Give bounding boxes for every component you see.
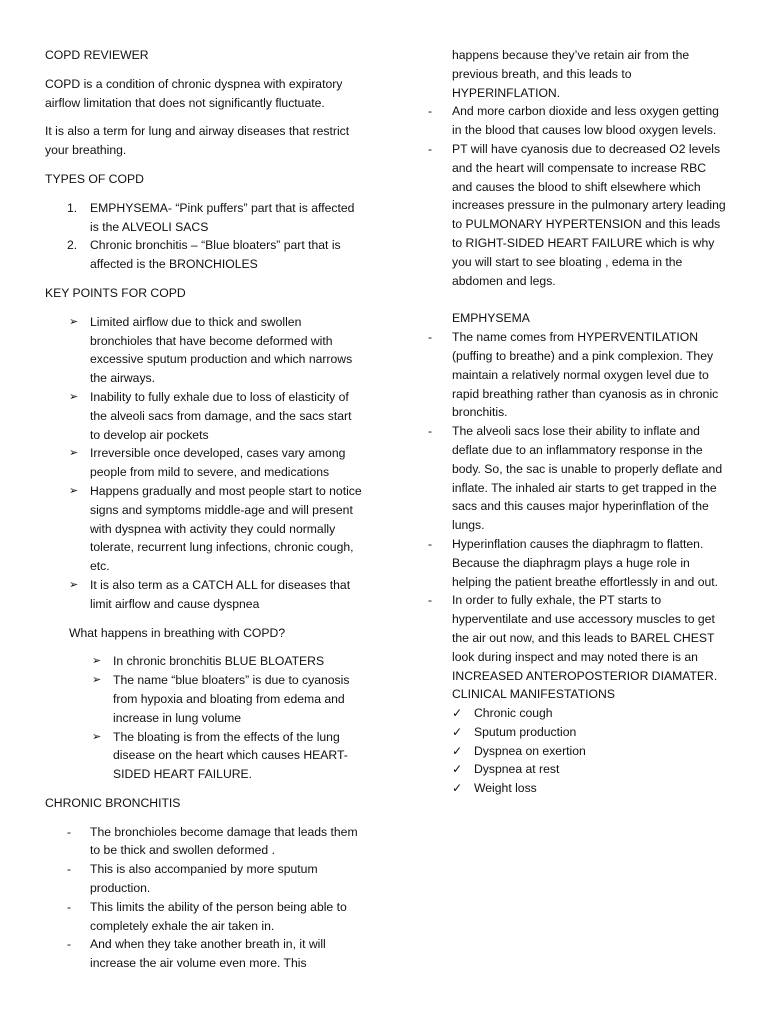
list-item bbox=[45, 860, 365, 898]
chronic-bronchitis-heading: CHRONIC BRONCHITIS bbox=[45, 795, 181, 810]
arrow-bullet-icon: ➢ bbox=[92, 674, 102, 687]
list-item-text: The alveoli sacs lose their ability to inflate and deflate due to an inflammatory response in the body. So, the sac is unable to properly deflate and inflate. The inhaled air starts to get trapped in the sacs and this causes major hyperinflation of the lungs. bbox=[452, 424, 723, 533]
list-item-text: And more carbon dioxide and less oxygen getting in the blood that causes low blood oxygen levels. bbox=[452, 104, 719, 138]
left-column bbox=[45, 46, 365, 973]
list-number: 2. bbox=[67, 238, 78, 253]
list-item bbox=[45, 935, 365, 973]
list-number: 1. bbox=[67, 200, 78, 215]
dash-bullet: - bbox=[428, 104, 433, 119]
list-item bbox=[45, 898, 365, 936]
list-item-text: This is also accompanied by more sputum production. bbox=[90, 862, 318, 896]
dash-bullet: - bbox=[67, 937, 72, 952]
list-item bbox=[45, 728, 365, 784]
list-item bbox=[428, 760, 728, 779]
list-item bbox=[428, 422, 728, 535]
list-item-text: Chronic cough bbox=[474, 706, 553, 721]
list-item-text: The name “blue bloaters” is due to cyanosis from hypoxia and bloating from edema and increase in lung volume bbox=[113, 673, 350, 725]
intro-paragraph: COPD is a condition of chronic dyspnea with expiratory airflow limitation that does not significantly fluctuate. bbox=[45, 76, 343, 110]
list-item-text: Chronic bronchitis – “Blue bloaters” part that is affected is the BRONCHIOLES bbox=[90, 238, 341, 272]
list-item-text: Weight loss bbox=[474, 781, 537, 796]
check-icon: ✓ bbox=[452, 781, 463, 796]
list-item bbox=[45, 671, 365, 727]
list-item bbox=[45, 236, 365, 274]
key-points-list bbox=[45, 313, 365, 614]
dash-bullet: - bbox=[428, 424, 433, 439]
list-item bbox=[45, 482, 365, 576]
list-item-text: Sputum production bbox=[474, 724, 577, 739]
arrow-bullet-icon: ➢ bbox=[92, 730, 102, 743]
list-item bbox=[428, 140, 728, 290]
list-item-text: This limits the ability of the person being able to completely exhale the air taken in. bbox=[90, 899, 347, 933]
list-item-text: Dyspnea on exertion bbox=[474, 743, 586, 758]
dash-bullet: - bbox=[67, 899, 72, 914]
list-item-text: And when they take another breath in, it will increase the air volume even more. This bbox=[90, 937, 326, 971]
dash-bullet: - bbox=[428, 330, 433, 345]
emphysema-heading: EMPHYSEMA bbox=[452, 311, 530, 326]
list-item bbox=[45, 444, 365, 482]
check-icon: ✓ bbox=[452, 762, 463, 777]
key-points-heading: KEY POINTS FOR COPD bbox=[45, 285, 186, 300]
dash-bullet: - bbox=[67, 824, 72, 839]
list-item-text: The bronchioles become damage that leads them to be thick and swollen deformed . bbox=[90, 824, 358, 858]
arrow-bullet-icon: ➢ bbox=[69, 447, 79, 460]
list-item bbox=[428, 102, 728, 140]
list-item-text: Irreversible once developed, cases vary among people from mild to severe, and medications bbox=[90, 446, 346, 480]
intro-paragraph-2: It is also a term for lung and airway diseases that restrict your breathing. bbox=[45, 124, 350, 158]
list-item bbox=[428, 328, 728, 422]
clinical-manifestations-list bbox=[428, 704, 728, 798]
arrow-bullet-icon: ➢ bbox=[69, 315, 79, 328]
list-item bbox=[428, 704, 728, 723]
list-item bbox=[45, 576, 365, 614]
list-item-text: In chronic bronchitis BLUE BLOATERS bbox=[113, 654, 325, 669]
list-item-text: Limited airflow due to thick and swollen bronchioles that have become deformed with excessive sputum production and which narrows the airways. bbox=[90, 314, 353, 386]
emphysema-list bbox=[428, 328, 728, 685]
list-item bbox=[428, 742, 728, 761]
list-item bbox=[45, 823, 365, 861]
list-item-text: Happens gradually and most people start to notice signs and symptoms middle-age and will present with dyspnea with activity they could normally tolerate, recurrent lung infections, chronic cough, etc. bbox=[90, 483, 362, 574]
arrow-bullet-icon: ➢ bbox=[92, 655, 102, 668]
list-item bbox=[45, 199, 365, 237]
check-icon: ✓ bbox=[452, 706, 463, 721]
bronchitis-list-continued bbox=[428, 102, 728, 290]
list-item-text: The name comes from HYPERVENTILATION (puffing to breathe) and a pink complexion. They maintain a relatively normal oxygen level due to rapid breathing rather than cyanosis as in chronic bronchitis. bbox=[452, 330, 719, 420]
list-item bbox=[428, 535, 728, 591]
check-icon: ✓ bbox=[452, 743, 463, 758]
types-list bbox=[45, 199, 365, 274]
dash-bullet: - bbox=[428, 141, 433, 156]
right-column bbox=[428, 46, 728, 798]
list-item-text: It is also term as a CATCH ALL for diseases that limit airflow and cause dyspnea bbox=[90, 577, 351, 611]
list-item-text: EMPHYSEMA- “Pink puffers” part that is affected is the ALVEOLI SACS bbox=[90, 200, 355, 234]
dash-bullet: - bbox=[67, 862, 72, 877]
arrow-bullet-icon: ➢ bbox=[69, 578, 79, 591]
list-item bbox=[45, 652, 365, 671]
list-item bbox=[428, 723, 728, 742]
clinical-manifestations-heading: CLINICAL MANIFESTATIONS bbox=[452, 687, 615, 702]
arrow-bullet-icon: ➢ bbox=[69, 390, 79, 403]
list-item bbox=[428, 779, 728, 798]
breathing-list bbox=[45, 652, 365, 784]
list-item-text: Inability to fully exhale due to loss of elasticity of the alveoli sacs from damage, and the sacs start to develop air pockets bbox=[90, 389, 352, 442]
list-item-text: Hyperinflation causes the diaphragm to flatten. Because the diaphragm plays a huge role in helping the patient breathe effortlessly in and out. bbox=[452, 536, 719, 589]
list-item-text: Dyspnea at rest bbox=[474, 762, 560, 777]
breathing-question: What happens in breathing with COPD? bbox=[69, 625, 286, 640]
check-icon: ✓ bbox=[452, 724, 463, 739]
types-heading: TYPES OF COPD bbox=[45, 171, 144, 186]
list-item bbox=[45, 313, 365, 388]
dash-bullet: - bbox=[428, 536, 433, 551]
list-item bbox=[428, 591, 728, 685]
list-item-text: PT will have cyanosis due to decreased O2 levels and the heart will compensate to increase RBC and causes the blood to shift elsewhere which increases pressure in the pulmonary artery leading to PULMONARY HYPERTENSION and this leads to RIGHT-SIDED HEART FAILURE which is why you will start to see bloating , edema in the abdomen and legs. bbox=[452, 141, 726, 288]
list-item bbox=[45, 388, 365, 444]
dash-bullet: - bbox=[428, 593, 433, 608]
document-title: COPD REVIEWER bbox=[45, 48, 149, 62]
list-item-text: The bloating is from the effects of the lung disease on the heart which causes HEART-SIDED HEART FAILURE. bbox=[113, 729, 348, 782]
arrow-bullet-icon: ➢ bbox=[69, 484, 79, 497]
bronchitis-list bbox=[45, 823, 365, 973]
list-item-text: In order to fully exhale, the PT starts to hyperventilate and use accessory muscles to get the air out now, and this leads to BAREL CHEST look during inspect and may noted there is an INCREASED ANTEROPOSTERIOR DIAMATER. bbox=[452, 593, 718, 683]
continuation-text: happens because they’ve retain air from the previous breath, and this leads to HYPERINFLATION. bbox=[452, 48, 690, 100]
